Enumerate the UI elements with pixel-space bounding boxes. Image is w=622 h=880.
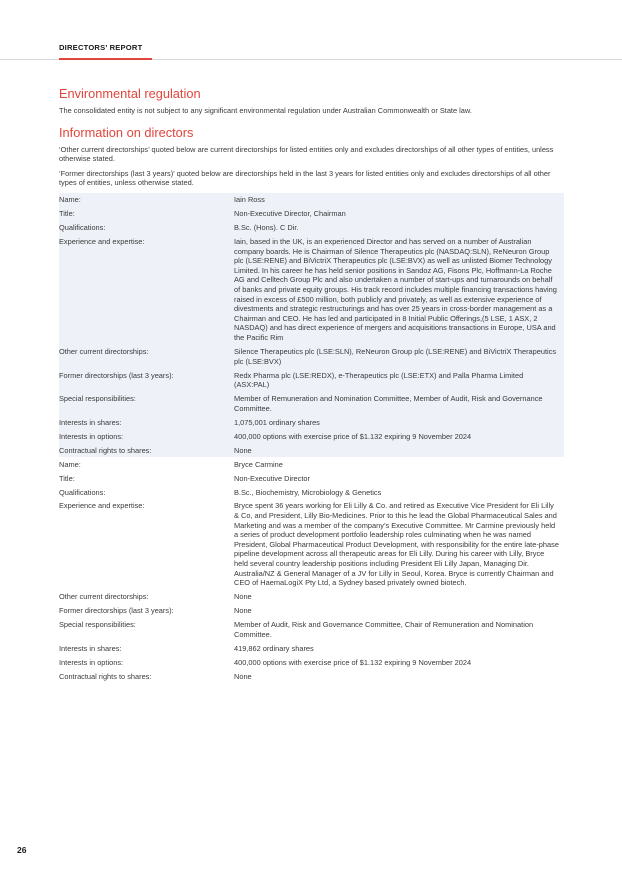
table-row: [59, 642, 564, 656]
row-value: Member of Audit, Risk and Governance Committee, Chair of Remuneration and Nomination Committee.: [234, 620, 534, 639]
environmental-regulation-text: The consolidated entity is not subject to any significant environmental regulation under Australian Commonwealth or State law.: [59, 106, 472, 115]
row-label: Former directorships (last 3 years):: [59, 606, 174, 616]
table-row: [59, 235, 564, 345]
row-value: 400,000 options with exercise price of $1.132 expiring 9 November 2024: [234, 431, 472, 441]
table-row: [59, 443, 564, 457]
row-value: Silence Therapeutics plc (LSE:SLN), ReNeuron Group plc (LSE:RENE) and BiVictriX Therapeutics plc (LSE:BVX): [234, 346, 557, 366]
row-label: Title:: [59, 473, 75, 483]
row-value: B.Sc., Biochemistry, Microbiology & Genetics: [234, 487, 382, 497]
table-row: [59, 655, 564, 669]
row-value: 400,000 options with exercise price of $1.132 expiring 9 November 2024: [234, 657, 472, 667]
table-row: [59, 669, 564, 683]
row-value: Iain, based in the UK, is an experienced Director and has served on a number of Australian company boards. He is Chairman of Silence Therapeutics plc (NASDAQ:SLN), ReNeuron Group plc (LSE:RENE) and BiVictriX Therapeutics plc (LSE:BVX) as well as unlisted Biomer Technology Limited. In his career he has held senior positions in Sandoz AG, Fisons Plc, Hoffmann-La Roche AG and Celltech Group Plc and also undertaken a number of start-ups and turnarounds on behalf of banks and private equity groups. His track record includes multiple financing transactions having raised in excess of £500 million, both publicly and privately, as well as extensive experience of divestments and strategic restructurings and has over 25 years in cross-border management as a Chairman and CEO. He has led and participated in 8 Initial Public Offerings,(5 LSE, 1 ASX, 2 NASDAQ) and has direct experience of mergers and acquisitions transactions in Europe, USA and the Pacific Rim: [234, 237, 557, 342]
table-row: [59, 368, 564, 392]
table-row: [59, 457, 564, 471]
table-row: [59, 207, 564, 221]
table-row: [59, 415, 564, 429]
table-row: [59, 618, 564, 642]
row-value: Redx Pharma plc (LSE:REDX), e-Therapeutics plc (LSE:ETX) and Palla Pharma Limited (ASX:PAL): [234, 370, 524, 390]
table-row: [59, 471, 564, 485]
row-value: Member of Remuneration and Nomination Committee, Member of Audit, Risk and Governance Committee.: [234, 394, 543, 413]
row-value: None: [234, 592, 252, 602]
row-label: Interests in shares:: [59, 643, 122, 653]
row-value: 1,075,001 ordinary shares: [234, 417, 320, 427]
table-row: [59, 604, 564, 618]
directors-table: [59, 193, 564, 683]
row-value: Iain Ross: [234, 195, 265, 205]
row-value: Bryce Carmine: [234, 459, 283, 469]
row-label: Qualifications:: [59, 487, 106, 497]
row-label: Former directorships (last 3 years):: [59, 370, 174, 380]
section-header: DIRECTORS’ REPORT: [59, 43, 143, 52]
row-label: Other current directorships:: [59, 592, 149, 602]
main-content: [59, 86, 564, 683]
row-label: Experience and expertise:: [59, 237, 145, 247]
row-label: Name:: [59, 459, 81, 469]
environmental-regulation-heading: Environmental regulation: [59, 86, 201, 101]
row-value: Non-Executive Director, Chairman: [234, 209, 346, 219]
other-directorships-note: ‘Other current directorships’ quoted below are current directorships for listed entities only and excludes directorships of all other types of entities, unless otherwise stated.: [59, 144, 554, 164]
table-row: [59, 193, 564, 207]
table-row: [59, 485, 564, 499]
header-accent-rule: [59, 58, 152, 60]
table-row: [59, 392, 564, 416]
row-label: Interests in shares:: [59, 417, 122, 427]
row-label: Special responsibilities:: [59, 394, 136, 404]
row-label: Other current directorships:: [59, 346, 149, 356]
row-value: None: [234, 671, 252, 681]
row-value: None: [234, 445, 252, 455]
row-label: Interests in options:: [59, 657, 124, 667]
row-label: Name:: [59, 195, 81, 205]
row-value: Bryce spent 36 years working for Eli Lilly & Co. and retired as Executive Vice President for Eli Lilly & Co, and President, Lilly Bio-Medicines. Prior to this he lead the Global Pharmaceutical Sales and Marketing and was a member of the company’s Executive Committee. Mr Carmine previously held a series of product development portfolio leadership roles culminating when he was named President, Global Pharmaceutical Product Development, with responsibility for the entire late-phase pipeline development across all therapeutic areas for Eli Lilly. During his career with Lilly, Bryce held several country leadership positions including President Eli Lilly Japan, Managing Dir. Australia/NZ & General Manager of a JV for Lilly in Seoul, Korea. Bryce is currently Chairman and CEO of HaemaLogiX Pty Ltd, a Sydney based privately owned biotech.: [234, 501, 559, 588]
table-row: [59, 590, 564, 604]
former-directorships-note: ‘Former directorships (last 3 years)’ quoted below are directorships held in the last 3 years for listed entities only and excludes directorships of all other types of entities, unless otherwise stated.: [59, 168, 551, 188]
row-label: Qualifications:: [59, 223, 106, 233]
information-on-directors-heading: Information on directors: [59, 124, 194, 140]
row-label: Special responsibilities:: [59, 620, 136, 630]
row-value: Non-Executive Director: [234, 473, 310, 483]
row-label: Interests in options:: [59, 431, 124, 441]
row-label: Experience and expertise:: [59, 501, 145, 511]
row-value: 419,862 ordinary shares: [234, 643, 314, 653]
table-row: [59, 499, 564, 590]
row-value: None: [234, 606, 252, 616]
row-label: Title:: [59, 209, 75, 219]
table-row: [59, 429, 564, 443]
page-number: 26: [17, 845, 27, 855]
table-row: [59, 345, 564, 369]
table-row: [59, 221, 564, 235]
row-value: B.Sc. (Hons). C Dir.: [234, 223, 299, 233]
row-label: Contractual rights to shares:: [59, 445, 152, 455]
row-label: Contractual rights to shares:: [59, 671, 152, 681]
